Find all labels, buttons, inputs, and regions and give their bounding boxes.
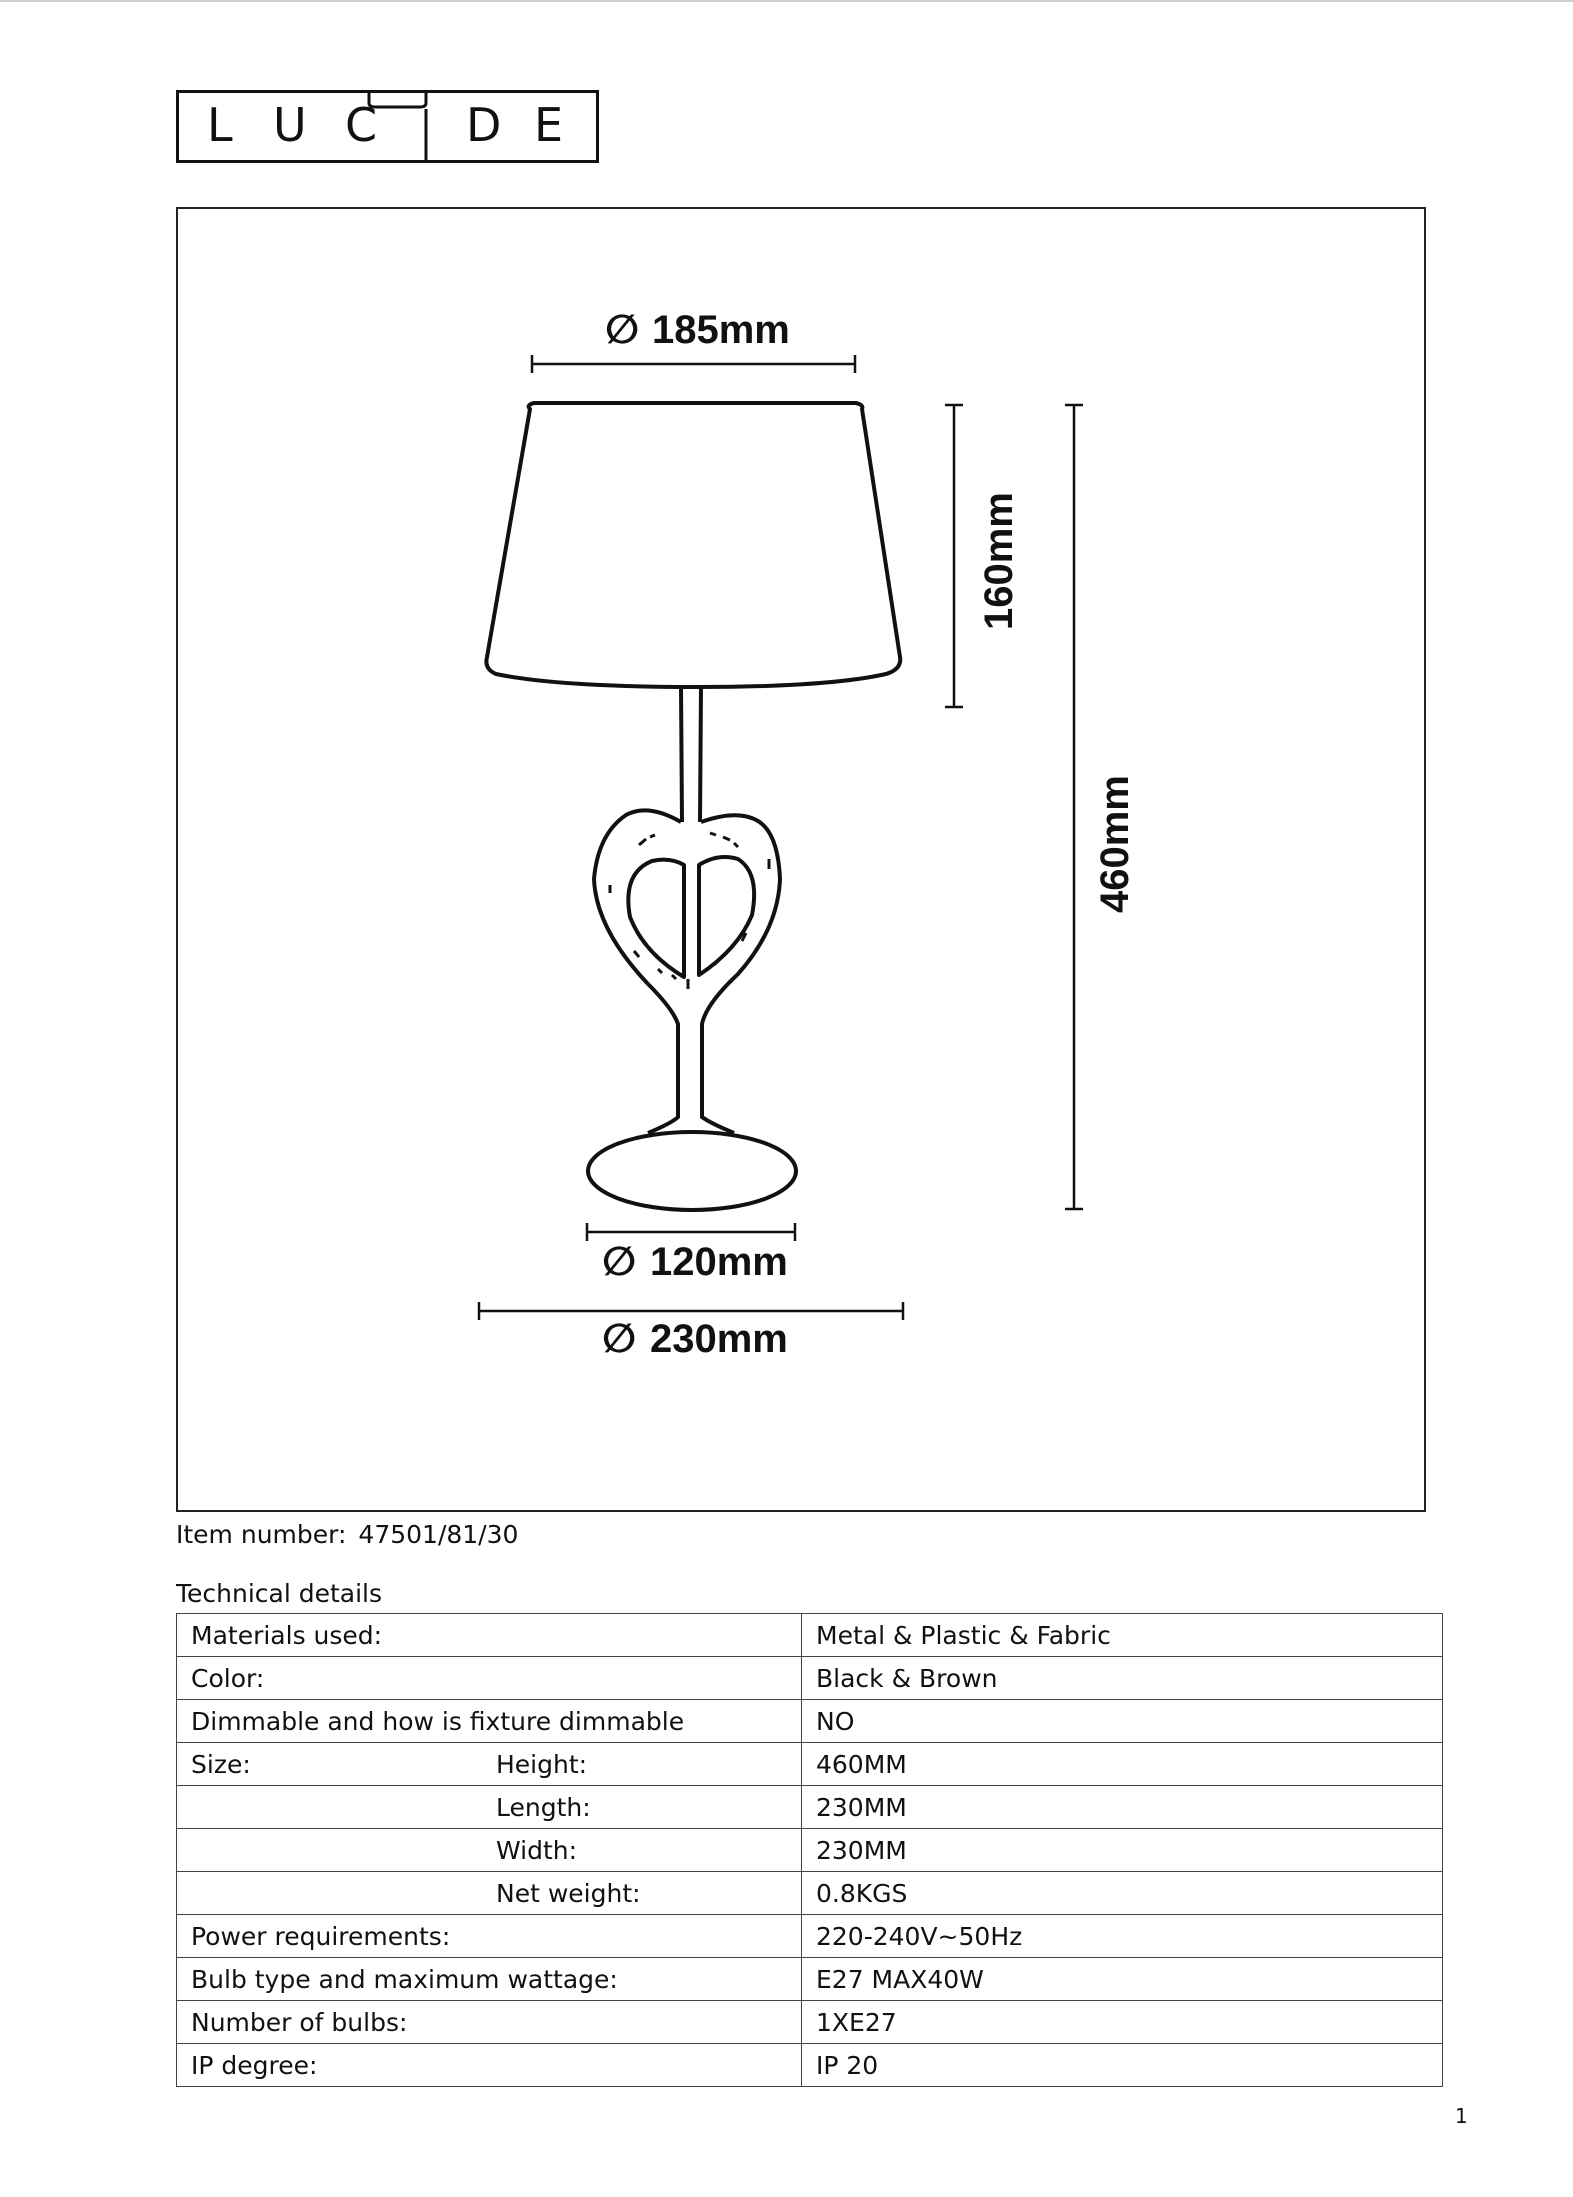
shade-diameter-label: 185mm — [652, 308, 790, 352]
spec-value: E27 MAX40W — [802, 1958, 1443, 2001]
heart-body — [594, 810, 780, 1109]
spec-label: Bulb type and maximum wattage: — [177, 1958, 802, 2001]
technical-drawing-frame — [176, 207, 1426, 1512]
technical-details-table — [176, 1613, 1443, 2087]
lamp-shade — [486, 403, 900, 687]
table-row — [177, 1657, 1443, 1700]
spec-value: 460MM — [802, 1743, 1443, 1786]
spec-sublabel: Net weight: — [177, 1872, 802, 1915]
technical-drawing — [178, 209, 1424, 1510]
spec-label: Size: — [191, 1749, 251, 1779]
heart-inner-left — [628, 860, 684, 977]
total-height-dimension — [1065, 405, 1137, 1209]
spec-sublabel: Length: — [177, 1786, 802, 1829]
shade-height-dimension — [945, 405, 1021, 707]
shade-diameter-symbol: ∅ — [605, 308, 640, 352]
table-row — [177, 2044, 1443, 2087]
logo-letter-c: C — [345, 98, 378, 152]
spec-value: 230MM — [802, 1786, 1443, 1829]
spec-label: Color: — [177, 1657, 802, 1700]
spec-sublabel: Height: — [496, 1749, 588, 1779]
spec-value: 230MM — [802, 1829, 1443, 1872]
technical-details-title: Technical details — [176, 1579, 383, 1608]
spec-label: Power requirements: — [177, 1915, 802, 1958]
lucide-logo-mark — [179, 93, 596, 160]
logo-letter-l: L — [207, 98, 233, 152]
spec-label-size — [177, 1743, 802, 1786]
top-rule — [0, 0, 1573, 2]
base-diameter-label: 120mm — [650, 1240, 788, 1284]
item-number-label: Item number: — [176, 1520, 347, 1549]
logo-letter-e: E — [534, 98, 564, 152]
total-height-label: 460mm — [1093, 775, 1137, 913]
spec-sublabel: Width: — [177, 1829, 802, 1872]
spec-value: NO — [802, 1700, 1443, 1743]
base-diameter-symbol: ∅ — [602, 1240, 637, 1284]
spec-value: Metal & Plastic & Fabric — [802, 1614, 1443, 1657]
logo-letter-u: U — [273, 98, 307, 152]
overall-diameter-symbol: ∅ — [602, 1317, 637, 1361]
spec-label: Dimmable and how is fixture dimmable — [177, 1700, 802, 1743]
lamp-stem-lower — [648, 1024, 734, 1133]
spec-value: Black & Brown — [802, 1657, 1443, 1700]
heart-inner-right — [699, 857, 754, 975]
table-row — [177, 1958, 1443, 2001]
spec-value: 0.8KGS — [802, 1872, 1443, 1915]
table-row — [177, 1743, 1443, 1786]
overall-diameter-dimension — [479, 1302, 903, 1361]
item-number-value: 47501/81/30 — [358, 1520, 519, 1549]
table-row — [177, 1614, 1443, 1657]
table-row — [177, 1786, 1443, 1829]
item-number — [176, 1520, 518, 1549]
table-row — [177, 2001, 1443, 2044]
table-row — [177, 1700, 1443, 1743]
shade-height-label: 160mm — [977, 492, 1021, 630]
table-row — [177, 1829, 1443, 1872]
spec-value: 220-240V~50Hz — [802, 1915, 1443, 1958]
spec-label: Materials used: — [177, 1614, 802, 1657]
table-row — [177, 1915, 1443, 1958]
logo-letter-d: D — [466, 98, 502, 152]
page-number: 1 — [1455, 2104, 1468, 2128]
spec-value: IP 20 — [802, 2044, 1443, 2087]
spec-label: Number of bulbs: — [177, 2001, 802, 2044]
table-row — [177, 1872, 1443, 1915]
shade-diameter-dimension — [532, 308, 855, 373]
lamp-stem-upper — [681, 687, 701, 822]
overall-diameter-label: 230mm — [650, 1317, 788, 1361]
logo-hook — [369, 93, 426, 107]
lucide-logo — [176, 90, 599, 163]
base-diameter-dimension — [587, 1223, 795, 1284]
lamp-base — [588, 1132, 796, 1210]
spec-value: 1XE27 — [802, 2001, 1443, 2044]
spec-label: IP degree: — [177, 2044, 802, 2087]
